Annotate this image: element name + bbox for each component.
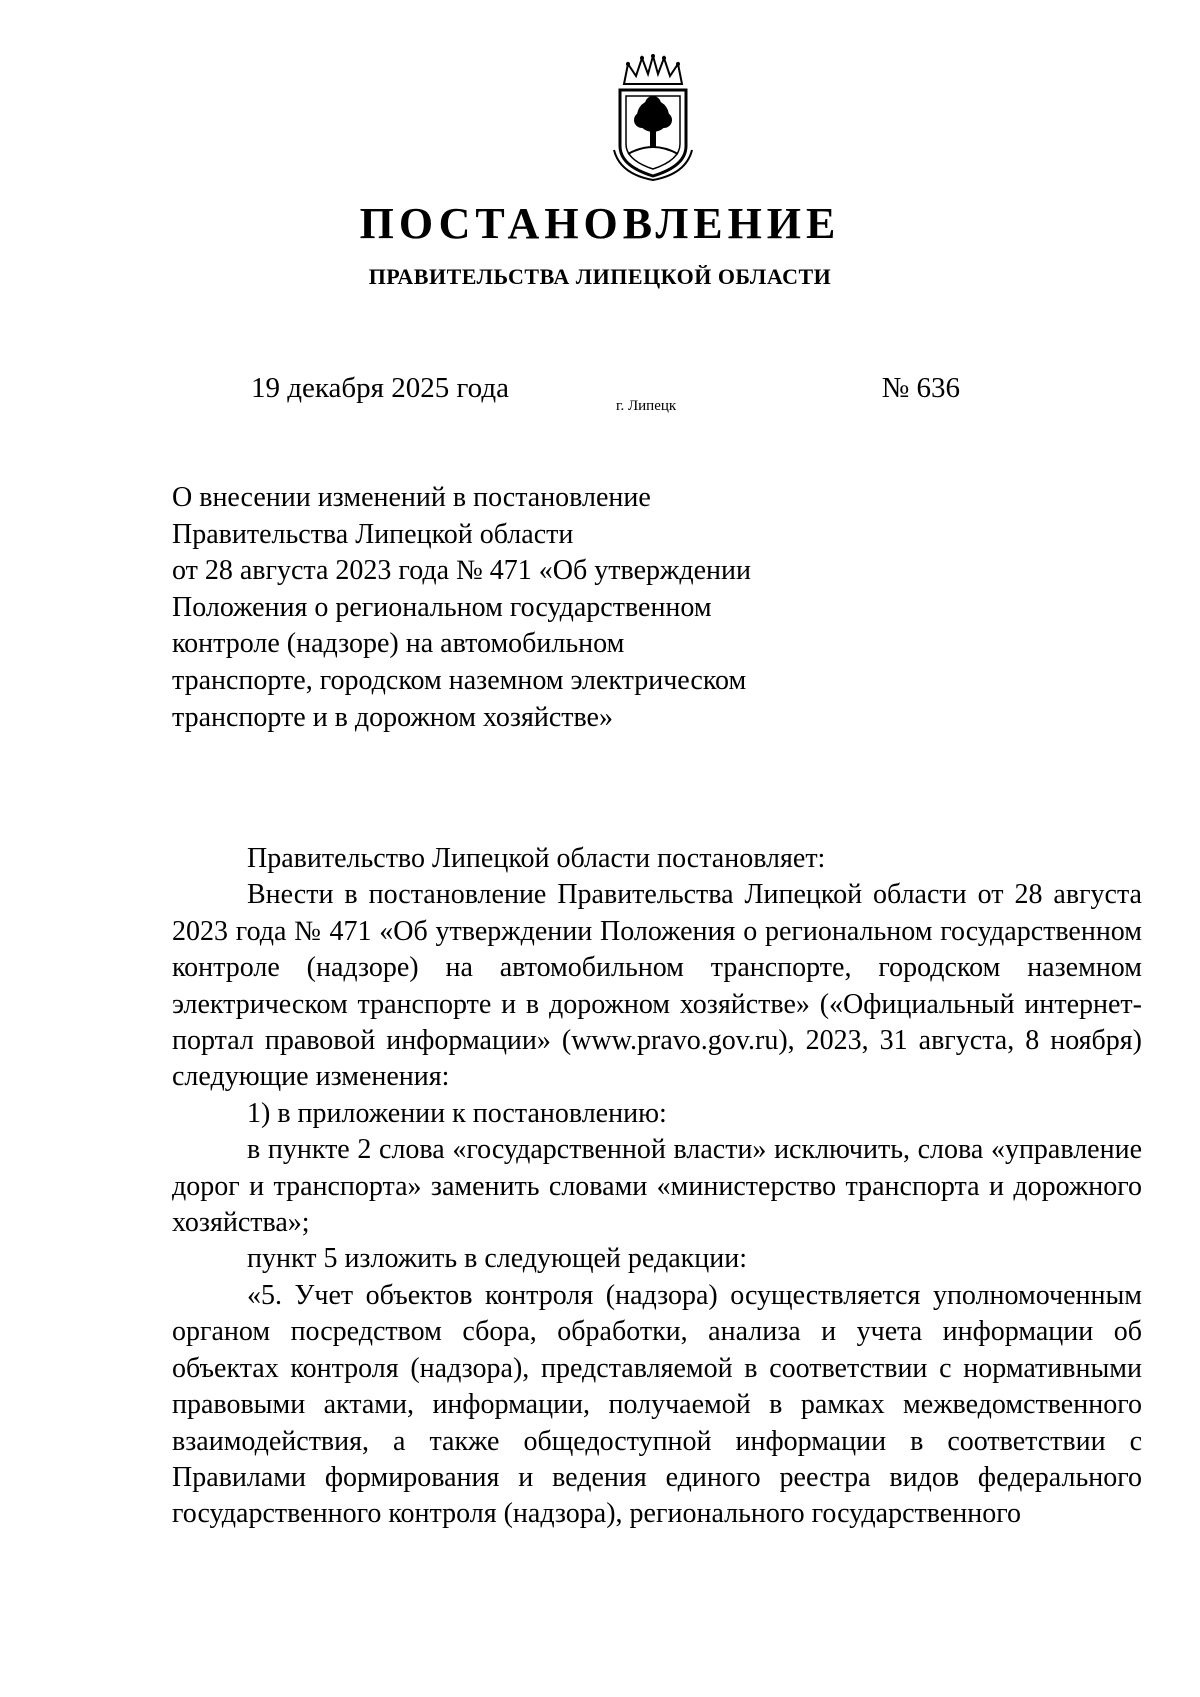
- document-subject: [172, 480, 812, 736]
- body-paragraph: Правительство Липецкой области постановляет:: [247, 843, 826, 874]
- subject-line: транспорте, городском наземном электрическом: [172, 664, 747, 696]
- document-type-title: ПОСТАНОВЛЕНИЕ: [359, 199, 841, 248]
- lipetsk-region-coat-of-arms-icon: [612, 54, 694, 182]
- body-paragraph: в пункте 2 слова «государственной власти» исключить, слова «управление дорог и транспорта» заменить словами «министерство транспорта и дорожного хозяйства»;: [172, 1134, 1142, 1239]
- subject-line: О внесении изменений в постановление: [172, 482, 651, 513]
- body-paragraph: пункт 5 изложить в следующей редакции:: [247, 1243, 747, 1275]
- issuing-authority: ПРАВИТЕЛЬСТВА ЛИПЕЦКОЙ ОБЛАСТИ: [368, 264, 832, 289]
- subject-line: Положения о региональном государственном: [172, 591, 712, 623]
- document-date: 19 декабря 2025 года: [251, 372, 509, 404]
- body-paragraph: «5. Учет объектов контроля (надзора) осуществляется уполномоченным органом посредством сбора, обработки, анализа и учета информации об объектах контроля (надзора), представляемой в соответствии с нормативными правовыми актами, информации, получаемой в рамках межведомственного взаимодействия, а также общедоступной информации в соответствии с Правилами формирования и ведения единого реестра видов федерального государственного контроля (надзора), регионального государственного: [172, 1279, 1142, 1530]
- document-body: [172, 841, 1142, 1533]
- subject-line: контроле (надзоре) на автомобильном: [172, 628, 625, 660]
- body-paragraph: 1) в приложении к постановлению:: [247, 1097, 667, 1129]
- subject-line: Правительства Липецкой области: [172, 518, 574, 550]
- body-paragraph: Внести в постановление Правительства Липецкой области от 28 августа 2023 года № 471 «Об утверждении Положения о региональном государственном контроле (надзоре) на автомобильном транспорте, городском наземном электрическом транспорте и в дорожном хозяйстве» («Официальный интернет-портал правовой информации» (www.pravo.gov.ru), 2023, 31 августа, 8 ноября) следующие изменения:: [172, 879, 1142, 1093]
- document-city: г. Липецк: [616, 398, 677, 414]
- subject-line: от 28 августа 2023 года № 471 «Об утверждении: [172, 555, 751, 587]
- subject-line: транспорте и в дорожном хозяйстве»: [172, 701, 613, 733]
- document-number: № 636: [881, 372, 960, 404]
